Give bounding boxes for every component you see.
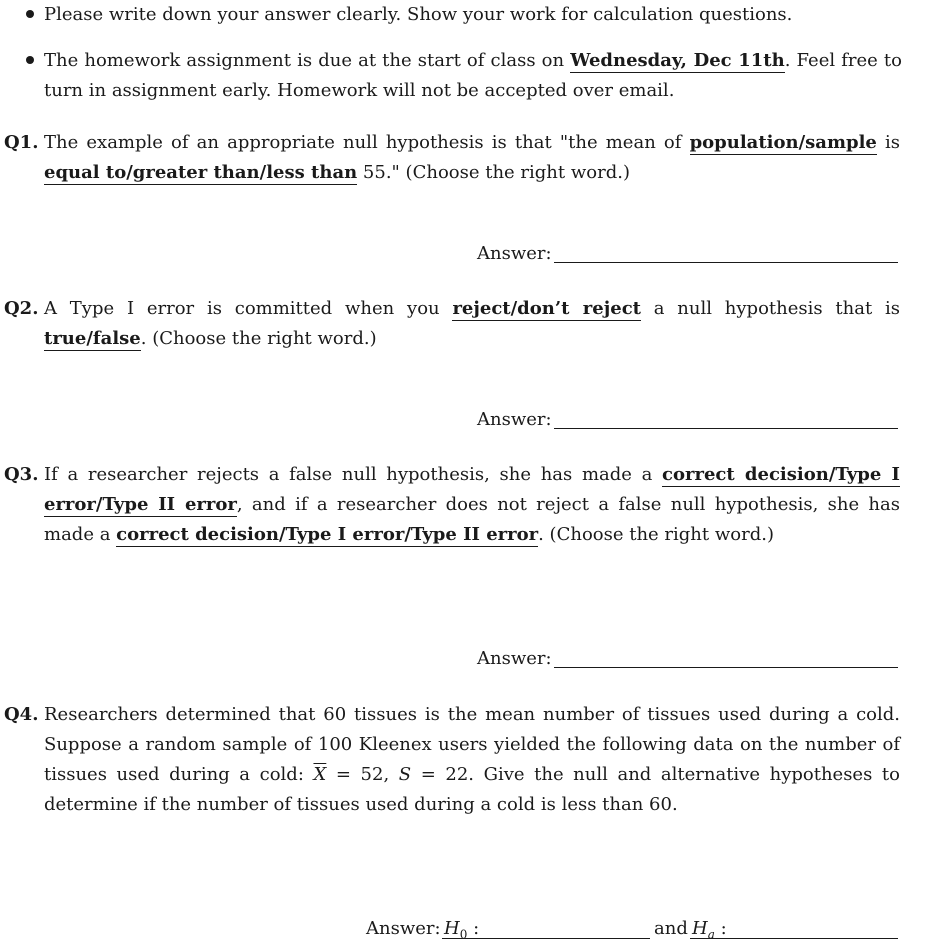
choice-true-false: true/false bbox=[44, 328, 141, 349]
instruction-item-2 bbox=[0, 46, 934, 106]
sample-mean-symbol: $\overline{X}$ bbox=[313, 764, 327, 785]
instruction-text-part: . Feel free to turn in assignment early. Homework will not be accepted over email. bbox=[44, 50, 902, 101]
question-text bbox=[44, 460, 900, 550]
ha-colon: : bbox=[714, 918, 727, 939]
due-date: Wednesday, Dec 11th bbox=[570, 50, 785, 71]
alt-hypothesis-label bbox=[692, 914, 727, 944]
answer-label: Answer: bbox=[477, 243, 552, 264]
question-text-part: = 22. Give the null and alternative hypotheses to determine if the number of tissues used during a cold is less than 60. bbox=[44, 764, 900, 815]
question-2 bbox=[0, 294, 934, 354]
question-text-part: a null hypothesis that is bbox=[640, 298, 901, 319]
question-text bbox=[44, 128, 900, 188]
question-3 bbox=[0, 460, 934, 550]
question-text-part: . (Choose the right word.) bbox=[538, 524, 774, 545]
question-text-part: . (Choose the right word.) bbox=[140, 328, 377, 349]
question-text-part: is bbox=[876, 132, 901, 153]
question-label: Q4. bbox=[4, 704, 39, 725]
choice-reject: reject/don’t reject bbox=[452, 298, 641, 319]
h0-answer-line[interactable] bbox=[442, 938, 650, 939]
h0-subscript: 0 bbox=[459, 927, 468, 942]
question-text-part: 55." (Choose the right word.) bbox=[357, 162, 630, 183]
std-dev-symbol: S bbox=[398, 764, 412, 785]
bullet-icon bbox=[26, 46, 36, 76]
question-label: Q1. bbox=[4, 132, 39, 153]
instruction-item-1 bbox=[0, 0, 934, 30]
answer-label: Answer: bbox=[477, 409, 552, 430]
instruction-text-part: The homework assignment is due at the start of class on bbox=[44, 50, 571, 71]
question-label: Q3. bbox=[4, 464, 39, 485]
q3-answer-line[interactable] bbox=[554, 667, 898, 668]
choice-decision-2: correct decision/Type I error/Type II error bbox=[116, 524, 539, 545]
h0-colon: : bbox=[467, 918, 480, 939]
question-text bbox=[44, 294, 900, 354]
choice-population-sample: population/sample bbox=[689, 132, 877, 153]
question-text-part: The example of an appropriate null hypothesis is that "the mean of bbox=[44, 132, 690, 153]
choice-equal-greater-less: equal to/greater than/less than bbox=[44, 162, 358, 183]
instruction-text-2 bbox=[44, 46, 902, 106]
instruction-text-1: Please write down your answer clearly. Show your work for calculation questions. bbox=[44, 4, 793, 25]
question-1 bbox=[0, 128, 934, 188]
question-text-part: If a researcher rejects a false null hypothesis, she has made a bbox=[44, 464, 663, 485]
question-text-part: , and if a researcher does not reject a false null hypothesis, she has made a bbox=[44, 494, 900, 545]
question-text bbox=[44, 700, 900, 820]
h0-symbol: H bbox=[444, 918, 460, 939]
and-label: and bbox=[654, 918, 688, 939]
ha-answer-line[interactable] bbox=[690, 938, 898, 939]
question-label: Q2. bbox=[4, 298, 39, 319]
question-text-part: = 52, bbox=[326, 764, 399, 785]
answer-label: Answer: bbox=[366, 918, 441, 939]
ha-symbol: H bbox=[692, 918, 708, 939]
choice-decision-1: correct decision/Type I error/Type II error bbox=[44, 464, 900, 515]
null-hypothesis-label bbox=[444, 914, 479, 944]
q2-answer-line[interactable] bbox=[554, 428, 898, 429]
question-text-part: Researchers determined that 60 tissues is the mean number of tissues used during a cold. Suppose a random sample of 100 Kleenex users yielded the following data on the number of tissues used during a cold: bbox=[44, 704, 900, 785]
answer-label: Answer: bbox=[477, 648, 552, 669]
q1-answer-line[interactable] bbox=[554, 262, 898, 263]
question-text-part: A Type I error is committed when you bbox=[44, 298, 453, 319]
question-4 bbox=[0, 700, 934, 820]
ha-subscript: a bbox=[707, 927, 715, 942]
bullet-icon bbox=[26, 0, 36, 30]
